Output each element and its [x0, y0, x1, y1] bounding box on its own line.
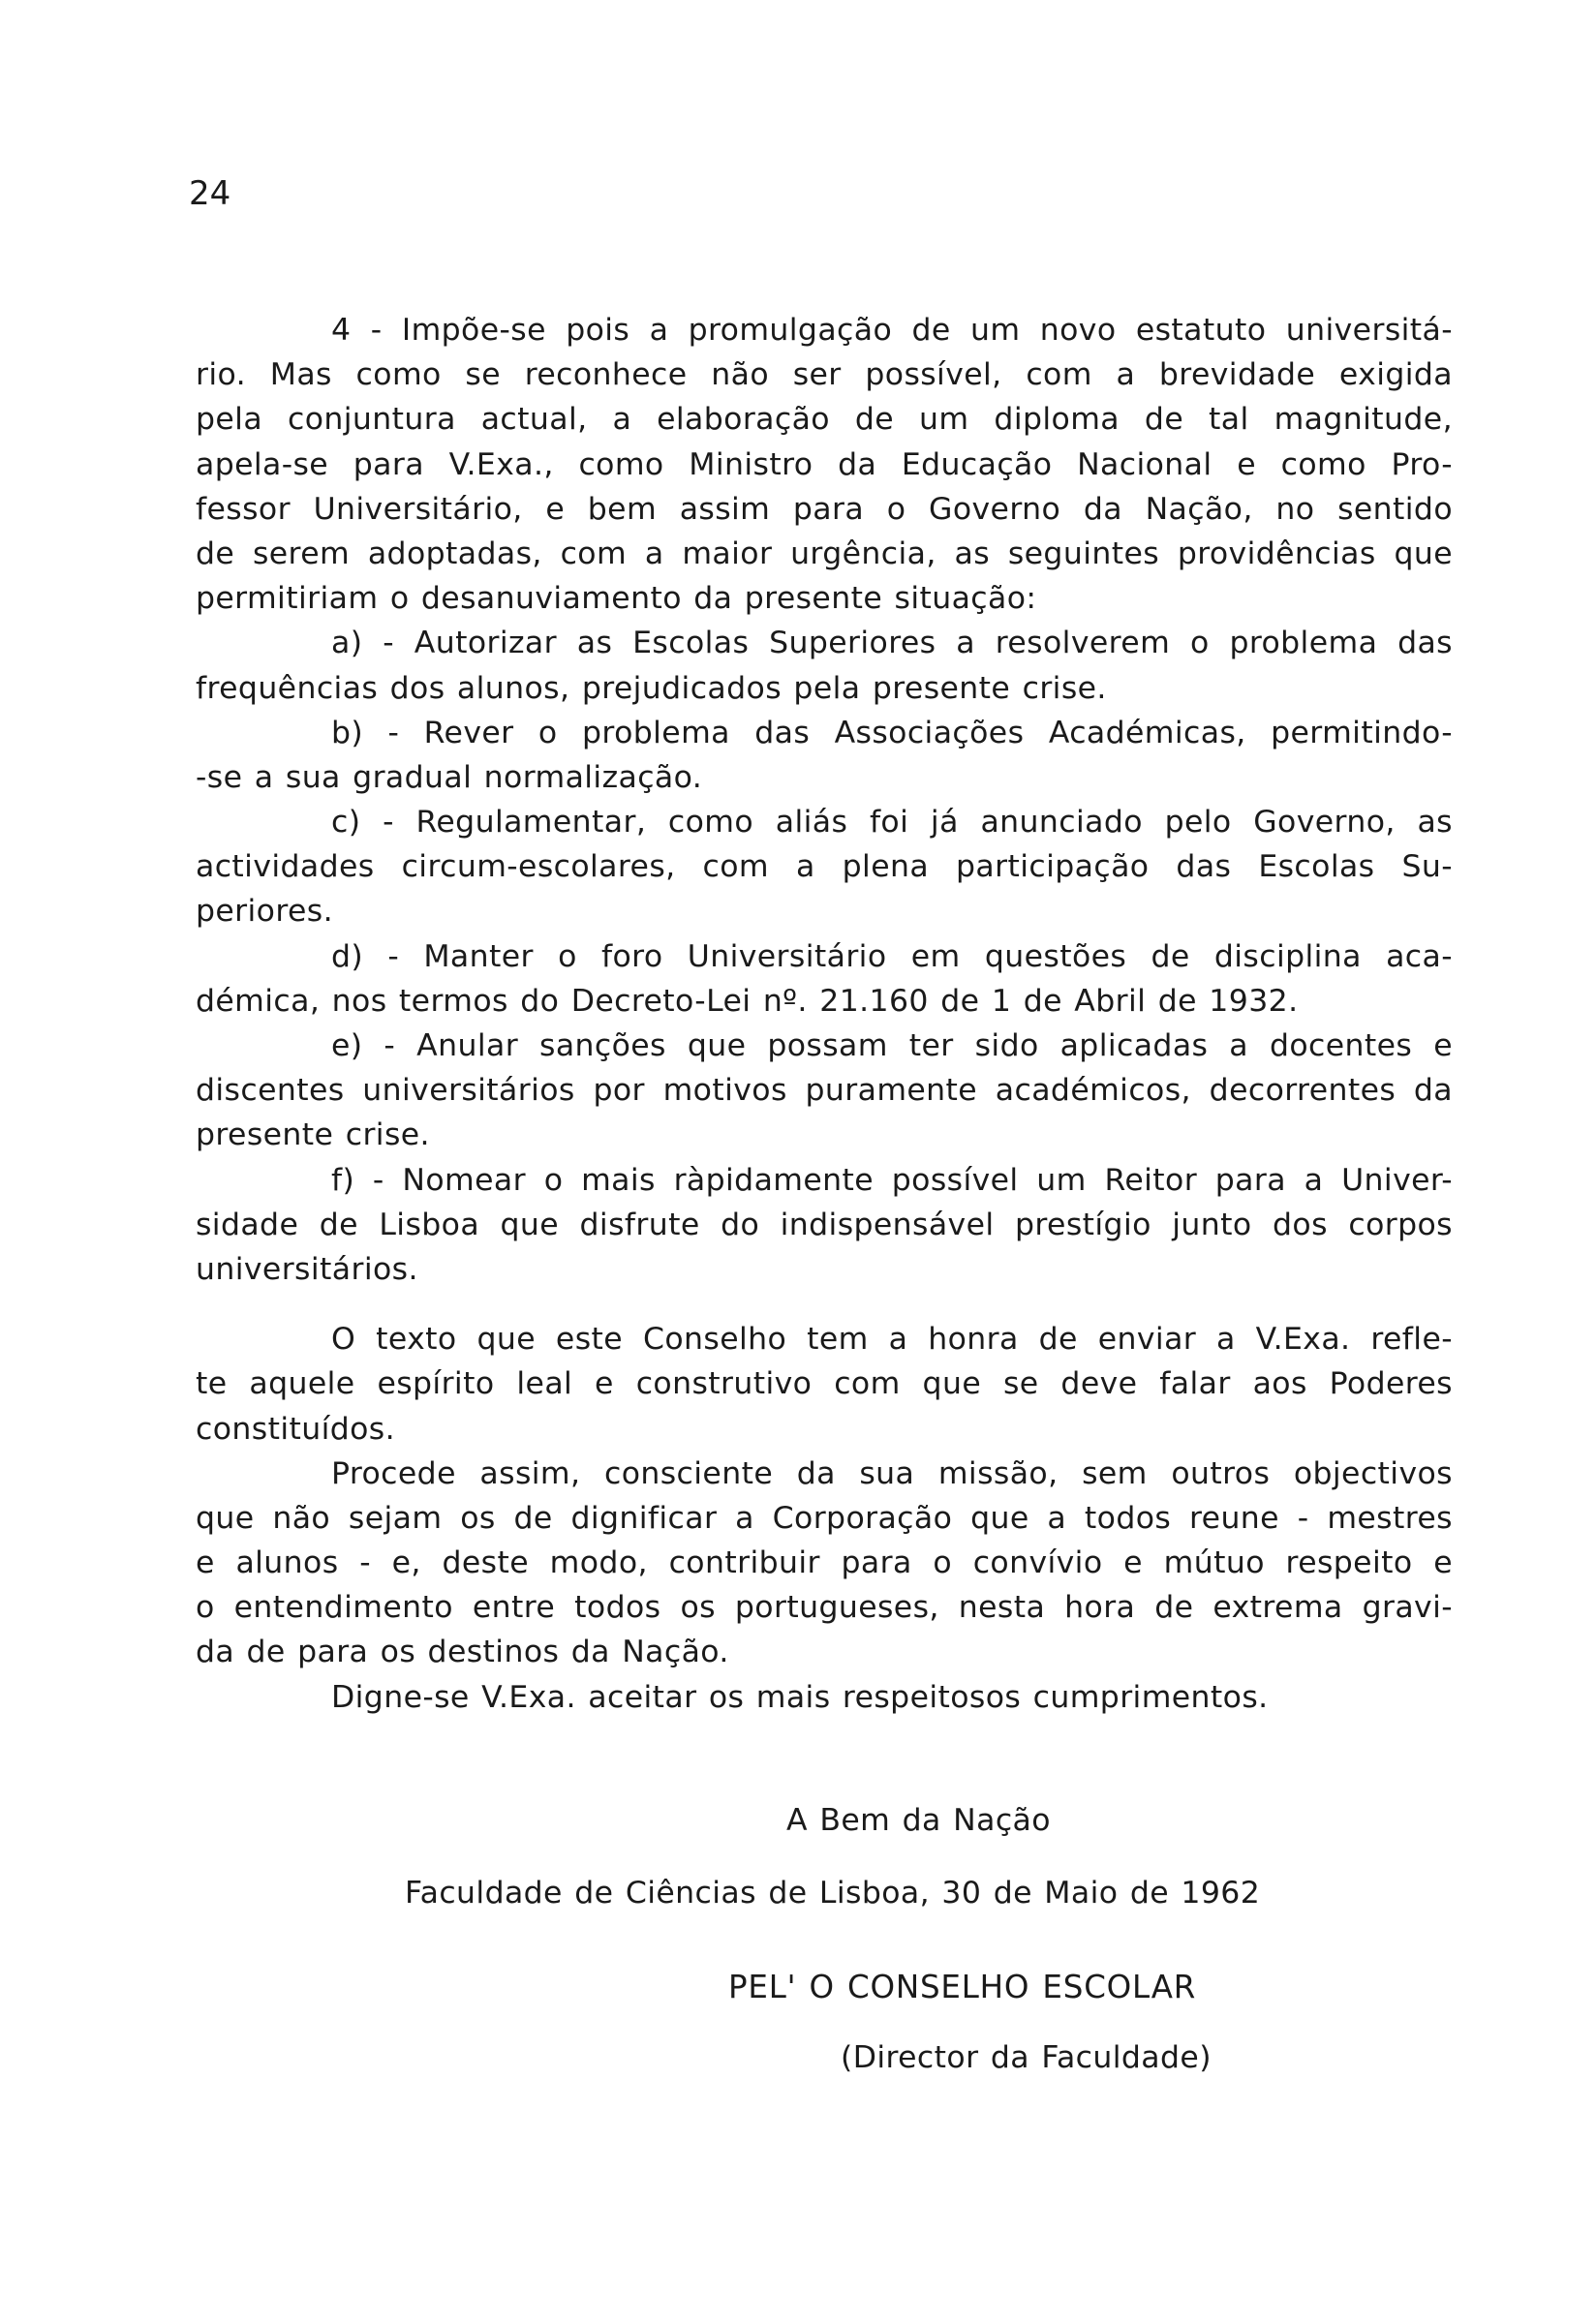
- text-line: presente crise.: [196, 1117, 430, 1153]
- text-line: apela-se para V.Exa., como Ministro da Educação Nacional e como Pro-: [196, 446, 1453, 482]
- text-line: c) - Regulamentar, como aliás foi já anunciado pelo Governo, as: [331, 805, 1453, 841]
- text-line: periores.: [196, 894, 334, 930]
- paragraph-gap: [196, 1292, 1453, 1317]
- text-line: a) - Autorizar as Escolas Superiores a resolverem o problema das: [331, 626, 1453, 661]
- closing-council: PEL' O CONSELHO ESCOLAR: [728, 1969, 1197, 2005]
- text-line: rio. Mas como se reconhece não ser possível, com a brevidade exigida: [196, 357, 1453, 393]
- paragraph-block-closing: [196, 1317, 1453, 1720]
- text-line: discentes universitários por motivos puramente académicos, decorrentes da: [196, 1073, 1453, 1109]
- closing-motto: A Bem da Nação: [786, 1803, 1051, 1838]
- text-line: permitiriam o desanuviamento da presente situação:: [196, 581, 1037, 617]
- text-line: e) - Anular sanções que possam ter sido aplicadas a docentes e: [331, 1028, 1453, 1063]
- text-line: O texto que este Conselho tem a honra de enviar a V.Exa. refle-: [331, 1322, 1453, 1358]
- text-line: o entendimento entre todos os portugueses, nesta hora de extrema gravi-: [196, 1590, 1453, 1626]
- text-line: Digne-se V.Exa. aceitar os mais respeitosos cumprimentos.: [331, 1679, 1269, 1715]
- closing-director: (Director da Faculdade): [841, 2040, 1212, 2075]
- text-line: actividades circum-escolares, com a plena participação das Escolas Su-: [196, 849, 1453, 885]
- text-line: que não sejam os de dignificar a Corporação que a todos reune - mestres: [196, 1500, 1453, 1536]
- text-line: constituídos.: [196, 1411, 396, 1447]
- text-line: pela conjuntura actual, a elaboração de um diploma de tal magnitude,: [196, 402, 1453, 438]
- text-line: te aquele espírito leal e construtivo com que se deve falar aos Poderes: [196, 1366, 1453, 1402]
- text-line: 4 - Impõe-se pois a promulgação de um novo estatuto universitá-: [331, 313, 1453, 348]
- text-line: da de para os destinos da Nação.: [196, 1635, 729, 1670]
- text-line: universitários.: [196, 1251, 418, 1287]
- text-line: Procede assim, consciente da sua missão, sem outros objectivos: [331, 1455, 1453, 1491]
- text-line: sidade de Lisboa que disfrute do indispensável prestígio junto dos corpos: [196, 1207, 1453, 1242]
- text-line: de serem adoptadas, com a maior urgência, as seguintes providências que: [196, 535, 1453, 571]
- letter-body: [196, 308, 1453, 1720]
- text-line: d) - Manter o foro Universitário em questões de disciplina aca-: [331, 938, 1453, 974]
- paragraph-block-proposals: [196, 308, 1453, 1292]
- text-line: démica, nos termos do Decreto-Lei nº. 21.160 de 1 de Abril de 1932.: [196, 983, 1299, 1019]
- closing-place-date: Faculdade de Ciências de Lisboa, 30 de Maio de 1962: [405, 1876, 1261, 1911]
- text-line: b) - Rever o problema das Associações Académicas, permitindo-: [331, 715, 1453, 750]
- text-line: -se a sua gradual normalização.: [196, 759, 703, 795]
- text-line: fessor Universitário, e bem assim para o Governo da Nação, no sentido: [196, 491, 1453, 527]
- page-number: 24: [189, 174, 231, 213]
- text-line: f) - Nomear o mais ràpidamente possível um Reitor para a Univer-: [331, 1162, 1453, 1198]
- text-line: frequências dos alunos, prejudicados pela presente crise.: [196, 670, 1107, 706]
- text-line: e alunos - e, deste modo, contribuir para o convívio e mútuo respeito e: [196, 1545, 1453, 1581]
